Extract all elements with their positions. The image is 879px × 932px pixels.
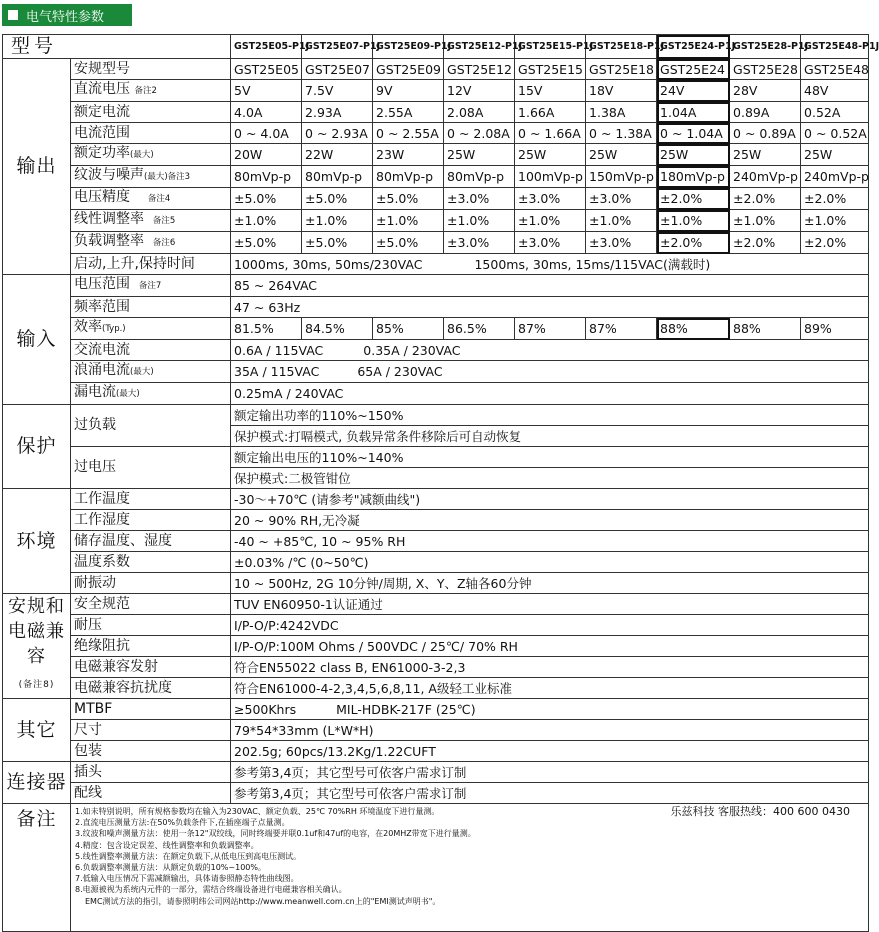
value-cell: 79*54*33mm (L*W*H)	[231, 720, 869, 741]
value-cell: 240mVp-p	[801, 166, 869, 188]
param-text: 纹波与噪声	[74, 167, 144, 183]
note-line: 6.负载调整率测量方法：从额定负载的10%~100%。	[75, 863, 266, 873]
safety-label: 安规和电磁兼容	[8, 596, 65, 667]
value-cell: ±5.0%	[231, 188, 302, 210]
note-line: 8.电源被视为系统内元件的一部分，需结合终端设备进行电磁兼容相关确认。	[75, 885, 347, 895]
param-label: 额定电流	[71, 102, 231, 123]
inrush-row	[3, 361, 869, 383]
safety-std-row	[3, 594, 869, 615]
value-cell: ±3.0%	[586, 188, 657, 210]
value-cell: GST25E07	[302, 59, 373, 80]
value-cell: 2.08A	[444, 102, 515, 123]
current-range-row	[3, 123, 869, 144]
value-cell: 保护模式:二极管钳位	[231, 468, 869, 489]
value-cell: 24V	[657, 80, 730, 102]
value-cell: 1.04A	[657, 102, 730, 123]
value-cell: 2.93A	[302, 102, 373, 123]
param-label	[71, 80, 231, 102]
value-cell: 0.25mA / 240VAC	[231, 383, 869, 405]
value-cell: ±2.0%	[657, 188, 730, 210]
param-label: 插头	[71, 762, 231, 783]
value-cell: 0 ~ 0.52A	[801, 123, 869, 144]
value-cell: ±3.0%	[586, 232, 657, 254]
value-cell	[231, 254, 869, 275]
param-label: 工作湿度	[71, 510, 231, 531]
model-cell: GST25E07-P1J	[302, 35, 373, 59]
value-cell: 1.38A	[586, 102, 657, 123]
value-cell	[231, 340, 869, 361]
section-header	[2, 4, 132, 26]
param-text: 效率	[74, 319, 102, 335]
param-note: (最大)	[116, 389, 140, 399]
output-category: 输出	[3, 59, 71, 275]
withstand-row	[3, 615, 869, 636]
param-label: 电流范围	[71, 123, 231, 144]
value-cell: GST25E48	[801, 59, 869, 80]
value-text: 1500ms, 30ms, 15ms/115VAC(满载时)	[474, 256, 711, 272]
overvoltage-row	[3, 447, 869, 468]
value-cell: 25W	[586, 144, 657, 166]
value-text: 0.6A / 115VAC	[234, 342, 324, 358]
input-category: 输入	[3, 275, 71, 405]
safety-model-row	[3, 59, 869, 80]
note-line: EMC测试方法的指引，请参照明纬公司网站http://www.meanwell.com.cn上的"EMI测试声明书"。	[85, 896, 441, 906]
param-label: 过负载	[71, 405, 231, 447]
param-note: (Typ.)	[102, 324, 126, 334]
param-label	[71, 210, 231, 232]
param-label: 绝缘阻抗	[71, 636, 231, 657]
value-cell: 0.52A	[801, 102, 869, 123]
value-cell: 9V	[373, 80, 444, 102]
param-label: 工作温度	[71, 489, 231, 510]
value-cell: 12V	[444, 80, 515, 102]
line-reg-row	[3, 210, 869, 232]
value-cell: ±5.0%	[373, 232, 444, 254]
value-cell: ±1.0%	[302, 210, 373, 232]
note-line: 3.纹波和噪声测量方法：使用一条12"双绞线，同时终端要并联0.1uf和47uf的电容，在20MHZ带宽下进行量测。	[75, 829, 476, 839]
param-label: MTBF	[71, 699, 231, 720]
model-cell: GST25E12-P1J	[444, 35, 515, 59]
param-text: 电压精度	[74, 189, 130, 205]
param-label: 过电压	[71, 447, 231, 489]
value-cell: ±2.0%	[730, 188, 801, 210]
param-label	[71, 232, 231, 254]
value-text: MIL-HDBK-217F (25℃)	[336, 701, 476, 717]
emc-immunity-row	[3, 678, 869, 699]
value-cell: 18V	[586, 80, 657, 102]
note-line: 5.线性调整率测量方法：在额定负载下,从低电压到高电压测试。	[75, 851, 302, 861]
rated-current-row	[3, 102, 869, 123]
work-humid-row	[3, 510, 869, 531]
value-cell: 85 ~ 264VAC	[231, 275, 869, 297]
value-cell: 额定输出电压的110%~140%	[231, 447, 869, 468]
section-title: 电气特性参数	[26, 9, 105, 25]
value-cell: 25W	[730, 144, 801, 166]
value-cell: ±1.0%	[730, 210, 801, 232]
value-cell: 25W	[657, 144, 730, 166]
value-cell: 87%	[586, 318, 657, 340]
param-label: 频率范围	[71, 297, 231, 318]
param-label: 安规型号	[71, 59, 231, 80]
param-note: 备注7	[138, 281, 162, 291]
value-cell: GST25E18	[586, 59, 657, 80]
param-label	[71, 361, 231, 383]
value-cell: GST25E24	[657, 59, 730, 80]
param-label: 安全规范	[71, 594, 231, 615]
param-label: 启动,上升,保持时间	[71, 254, 231, 275]
value-cell: GST25E05	[231, 59, 302, 80]
value-cell: 0 ~ 0.89A	[730, 123, 801, 144]
param-text: 浪涌电流	[74, 362, 130, 378]
value-cell: 0 ~ 2.93A	[302, 123, 373, 144]
param-label: 配线	[71, 783, 231, 804]
other-category: 其它	[3, 699, 71, 762]
value-cell: ±3.0%	[515, 232, 586, 254]
value-cell: -40 ~ +85℃, 10 ~ 95% RH	[231, 531, 869, 552]
value-cell: ±1.0%	[231, 210, 302, 232]
value-cell: 额定输出功率的110%~150%	[231, 405, 869, 426]
model-cell-highlight: GST25E24-P1J	[657, 35, 730, 59]
value-cell: 0 ~ 2.08A	[444, 123, 515, 144]
value-text: 65A / 230VAC	[357, 364, 443, 379]
wiring-row	[3, 783, 869, 804]
leakage-row	[3, 383, 869, 405]
param-label	[71, 144, 231, 166]
value-cell: I/P-O/P:100M Ohms / 500VDC / 25℃/ 70% RH	[231, 636, 869, 657]
value-cell: 87%	[515, 318, 586, 340]
value-cell: 10 ~ 500Hz, 2G 10分钟/周期, X、Y、Z轴各60分钟	[231, 573, 869, 594]
value-text: 35A / 115VAC	[234, 364, 320, 379]
value-cell: GST25E15	[515, 59, 586, 80]
value-cell: 1.66A	[515, 102, 586, 123]
value-cell: 0 ~ 1.38A	[586, 123, 657, 144]
param-note: 备注2	[134, 86, 157, 96]
vibration-row	[3, 573, 869, 594]
param-text: 线性调整率	[74, 211, 144, 227]
value-cell: 23W	[373, 144, 444, 166]
param-label: 电磁兼容抗扰度	[71, 678, 231, 699]
model-cell: GST25E05-P1J	[231, 35, 302, 59]
notes-category: 备注	[3, 804, 71, 932]
param-label	[71, 383, 231, 405]
value-cell: 25W	[801, 144, 869, 166]
param-note: (最大)备注3	[144, 172, 191, 182]
value-cell: 4.0A	[231, 102, 302, 123]
value-cell: 15V	[515, 80, 586, 102]
value-cell: ±3.0%	[515, 188, 586, 210]
value-cell: 25W	[444, 144, 515, 166]
notes-cell	[71, 804, 869, 932]
value-cell: 0 ~ 1.04A	[657, 123, 730, 144]
param-label: 储存温度、湿度	[71, 531, 231, 552]
value-cell: 28V	[730, 80, 801, 102]
model-cell: GST25E28-P1J	[730, 35, 801, 59]
dc-voltage-row	[3, 80, 869, 102]
plug-row	[3, 762, 869, 783]
temp-coeff-row	[3, 552, 869, 573]
value-cell: 86.5%	[444, 318, 515, 340]
param-label: 包装	[71, 741, 231, 762]
setup-row	[3, 254, 869, 275]
value-cell: -30〜+70℃ (请参考"减额曲线")	[231, 489, 869, 510]
value-cell: ±5.0%	[302, 188, 373, 210]
value-cell: ±2.0%	[657, 232, 730, 254]
model-cell: GST25E48-P1J	[801, 35, 869, 59]
protect-category: 保护	[3, 405, 71, 489]
value-cell: 20W	[231, 144, 302, 166]
value-cell: 47 ~ 63Hz	[231, 297, 869, 318]
note-line: 7.低输入电压情况下需减额输出，具体请参照静态特性曲线图。	[75, 874, 299, 884]
square-icon	[8, 10, 18, 20]
value-text: ≥500Khrs	[234, 701, 297, 717]
param-label: 电磁兼容发射	[71, 657, 231, 678]
value-cell: 0 ~ 1.66A	[515, 123, 586, 144]
safety-category	[3, 594, 71, 699]
value-cell: 保护模式:打嗝模式, 负载异常条件移除后可自动恢复	[231, 426, 869, 447]
model-row	[3, 35, 869, 59]
value-cell: ±5.0%	[302, 232, 373, 254]
param-label	[71, 188, 231, 210]
value-text: 1000ms, 30ms, 50ms/230VAC	[234, 256, 423, 272]
param-label	[71, 166, 231, 188]
value-cell: 84.5%	[302, 318, 373, 340]
param-label: 交流电流	[71, 340, 231, 361]
overload-row	[3, 405, 869, 426]
param-label: 耐振动	[71, 573, 231, 594]
work-temp-row	[3, 489, 869, 510]
value-cell: 88%	[730, 318, 801, 340]
value-cell: 88%	[657, 318, 730, 340]
value-cell: ±1.0%	[515, 210, 586, 232]
value-cell: 48V	[801, 80, 869, 102]
value-cell: ±2.0%	[801, 188, 869, 210]
value-cell: 22W	[302, 144, 373, 166]
value-cell: 2.55A	[373, 102, 444, 123]
value-cell: 85%	[373, 318, 444, 340]
mtbf-row	[3, 699, 869, 720]
connector-category: 连接器	[3, 762, 71, 804]
value-cell: 参考第3,4页；其它型号可依客户需求订制	[231, 783, 869, 804]
value-cell: 0 ~ 2.55A	[373, 123, 444, 144]
storage-row	[3, 531, 869, 552]
value-cell: GST25E12	[444, 59, 515, 80]
model-cell: GST25E09-P1J	[373, 35, 444, 59]
value-cell: I/P-O/P:4242VDC	[231, 615, 869, 636]
value-cell: 7.5V	[302, 80, 373, 102]
param-label	[71, 275, 231, 297]
safety-note: (备注8)	[18, 680, 55, 690]
value-cell: 参考第3,4页；其它型号可依客户需求订制	[231, 762, 869, 783]
value-cell: ±1.0%	[373, 210, 444, 232]
notes-row	[3, 804, 869, 932]
value-cell: 0 ~ 4.0A	[231, 123, 302, 144]
value-cell: ±5.0%	[231, 232, 302, 254]
param-label: 尺寸	[71, 720, 231, 741]
value-cell	[231, 361, 869, 383]
param-note: 备注5	[152, 216, 176, 226]
value-cell: 81.5%	[231, 318, 302, 340]
model-cell: GST25E18-P1J	[586, 35, 657, 59]
note-line: 2.直流电压测量方法:在50%负载条件下,在插座端子点量测。	[75, 818, 290, 828]
voltage-tol-row	[3, 188, 869, 210]
value-cell: 80mVp-p	[373, 166, 444, 188]
freq-range-row	[3, 297, 869, 318]
efficiency-row	[3, 318, 869, 340]
value-cell: ±2.0%	[801, 232, 869, 254]
value-cell: ±0.03% /℃ (0~50℃)	[231, 552, 869, 573]
param-text: 漏电流	[74, 384, 116, 400]
hotline-text: 乐兹科技 客服热线：400 600 0430	[670, 805, 851, 818]
param-label	[71, 318, 231, 340]
value-cell: 180mVp-p	[657, 166, 730, 188]
value-cell: ±1.0%	[444, 210, 515, 232]
env-category: 环境	[3, 489, 71, 594]
value-cell: ±3.0%	[444, 188, 515, 210]
value-cell	[231, 699, 869, 720]
param-label: 温度系数	[71, 552, 231, 573]
param-text: 直流电压	[74, 81, 130, 97]
value-cell: 0.89A	[730, 102, 801, 123]
value-cell: ±2.0%	[730, 232, 801, 254]
value-cell: ±1.0%	[657, 210, 730, 232]
value-cell: 150mVp-p	[586, 166, 657, 188]
value-cell: 80mVp-p	[444, 166, 515, 188]
value-cell: GST25E28	[730, 59, 801, 80]
param-label: 耐压	[71, 615, 231, 636]
voltage-range-row	[3, 275, 869, 297]
value-cell: 20 ~ 90% RH,无冷凝	[231, 510, 869, 531]
value-cell: 89%	[801, 318, 869, 340]
model-label: 型号	[3, 35, 231, 59]
model-cell: GST25E15-P1J	[515, 35, 586, 59]
note-line: 4.精度：包含设定误差、线性调整率和负载调整率。	[75, 840, 259, 850]
value-cell: TUV EN60950-1认证通过	[231, 594, 869, 615]
emc-emission-row	[3, 657, 869, 678]
value-cell: 80mVp-p	[231, 166, 302, 188]
value-cell: 符合EN61000-4-2,3,4,5,6,8,11, A级轻工业标准	[231, 678, 869, 699]
value-text: 0.35A / 230VAC	[363, 342, 461, 358]
isolation-row	[3, 636, 869, 657]
size-row	[3, 720, 869, 741]
value-cell: 202.5g; 60pcs/13.2Kg/1.22CUFT	[231, 741, 869, 762]
value-cell: 80mVp-p	[302, 166, 373, 188]
value-cell: ±1.0%	[801, 210, 869, 232]
param-note: 备注6	[152, 238, 176, 248]
value-cell: 5V	[231, 80, 302, 102]
param-note: (最大)	[130, 367, 154, 377]
value-cell: GST25E09	[373, 59, 444, 80]
ripple-row	[3, 166, 869, 188]
value-cell: ±1.0%	[586, 210, 657, 232]
param-text: 负载调整率	[74, 233, 144, 249]
ac-current-row	[3, 340, 869, 361]
value-cell: 符合EN55022 class B, EN61000-3-2,3	[231, 657, 869, 678]
load-reg-row	[3, 232, 869, 254]
param-text: 电压范围	[74, 276, 130, 292]
value-cell: 100mVp-p	[515, 166, 586, 188]
rated-power-row	[3, 144, 869, 166]
param-note: 备注4	[147, 194, 171, 204]
value-cell: ±5.0%	[373, 188, 444, 210]
param-note: (最大)	[130, 150, 154, 160]
value-cell: 240mVp-p	[730, 166, 801, 188]
spec-table	[2, 34, 879, 932]
note-line: 1.如未特别说明，所有规格参数均在输入为230VAC、额定负载、25℃ 70%RH 环境温度下进行量测。	[75, 807, 440, 816]
package-row	[3, 741, 869, 762]
value-cell: 25W	[515, 144, 586, 166]
value-cell: ±3.0%	[444, 232, 515, 254]
param-text: 额定功率	[74, 145, 130, 161]
